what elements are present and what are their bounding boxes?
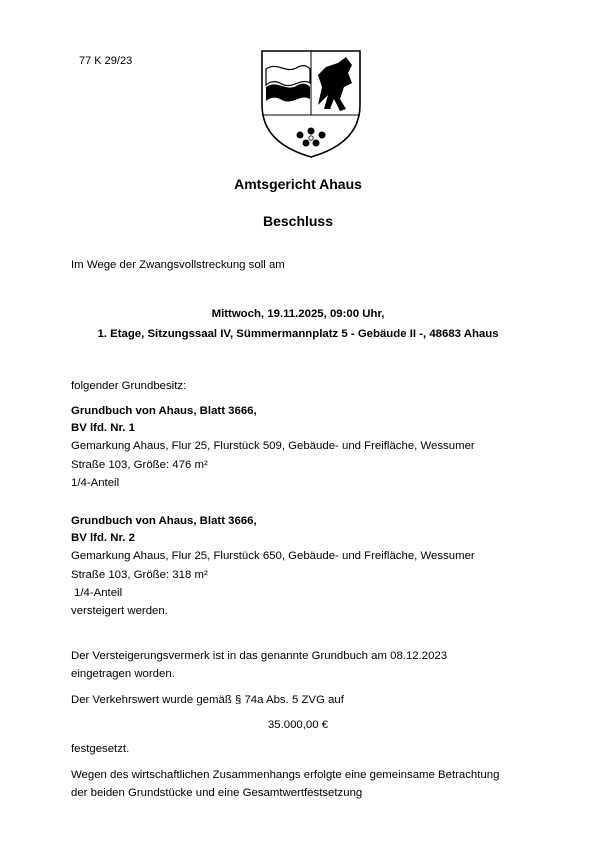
property-1-register: Grundbuch von Ahaus, Blatt 3666, <box>71 405 257 417</box>
auction-location: 1. Etage, Sitzungssaal IV, Sümmermannplatz 5 - Gebäude II -, 48683 Ahaus <box>97 328 499 340</box>
property-2-share: 1/4-Anteil <box>74 587 123 599</box>
nrw-coat-of-arms-icon <box>256 43 366 161</box>
property-1-desc-line2: Straße 103, Größe: 476 m² <box>71 459 208 471</box>
joint-valuation-note-line1: Wegen des wirtschaftlichen Zusammenhangs erfolgte eine gemeinsame Betrachtung <box>71 769 500 781</box>
property-1-desc-line1: Gemarkung Ahaus, Flur 25, Flurstück 509, Gebäude- und Freifläche, Wessumer <box>71 440 475 452</box>
market-value: 35.000,00 € <box>267 719 329 731</box>
auction-phrase: versteigert werden. <box>71 605 168 617</box>
property-2-register: Grundbuch von Ahaus, Blatt 3666, <box>71 515 257 527</box>
value-intro: Der Verkehrswert wurde gemäß § 74a Abs. 5 ZVG auf <box>71 694 344 706</box>
court-name: Amtsgericht Ahaus <box>234 176 362 192</box>
document-title: Beschluss <box>262 213 334 229</box>
registration-note-line1: Der Versteigerungsvermerk ist in das genannte Grundbuch am 08.12.2023 <box>71 650 448 662</box>
property-2-bv: BV lfd. Nr. 2 <box>71 532 135 544</box>
joint-valuation-note-line2: der beiden Grundstücke und eine Gesamtwertfestsetzung <box>71 787 363 799</box>
auction-date: Mittwoch, 19.11.2025, 09:00 Uhr, <box>211 308 385 320</box>
property-1-bv: BV lfd. Nr. 1 <box>71 422 135 434</box>
case-number: 77 K 29/23 <box>79 55 133 67</box>
property-2-desc-line2: Straße 103, Größe: 318 m² <box>71 569 208 581</box>
value-outro: festgesetzt. <box>71 743 130 755</box>
intro-text: Im Wege der Zwangsvollstreckung soll am <box>71 259 285 271</box>
property-1-share: 1/4-Anteil <box>71 477 120 489</box>
property-intro: folgender Grundbesitz: <box>71 380 187 392</box>
property-2-desc-line1: Gemarkung Ahaus, Flur 25, Flurstück 650, Gebäude- und Freifläche, Wessumer <box>71 550 475 562</box>
registration-note-line2: eingetragen worden. <box>71 668 175 680</box>
